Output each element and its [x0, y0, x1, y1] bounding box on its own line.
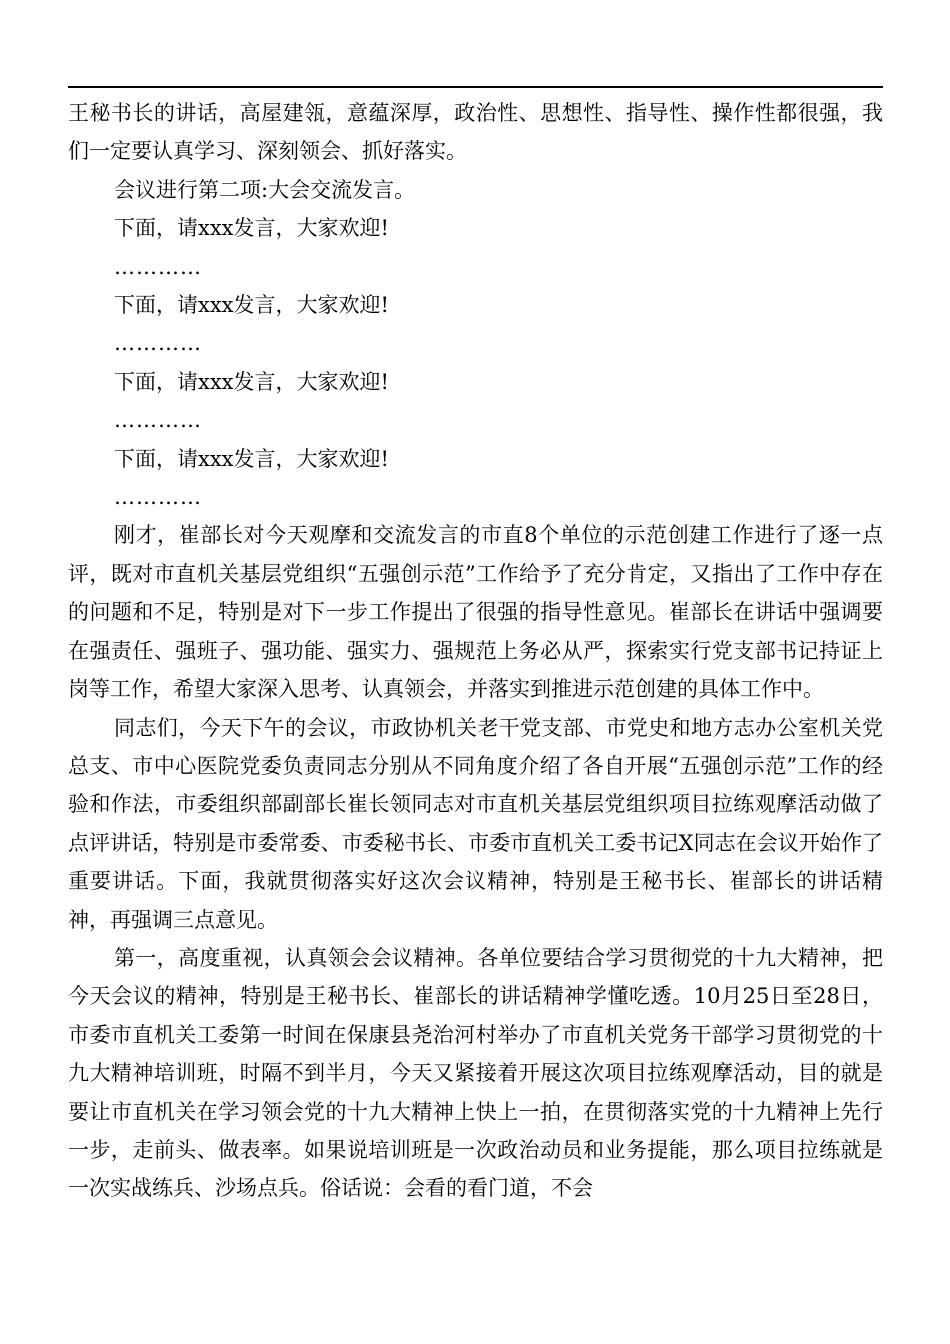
paragraph-speaker-invite-3: 下面，请xxx发言，大家欢迎! [114, 369, 389, 394]
paragraph-agenda-item-two: 会议进行第二项:大会交流发言。 [114, 177, 416, 202]
ellipsis-line-1: ………… [114, 254, 202, 279]
ellipsis-line-4: ………… [114, 485, 202, 510]
paragraph-point-one: 第一，高度重视，认真领会会议精神。各单位要结合学习贯彻党的十九大精神，把今天会议的精神，特别是王秘书长、崔部长的讲话精神学懂吃透。10月25日至28日，市委市直机关工委第一时间在保康县尧治河村举办了市直机关党务干部学习贯彻党的十九大精神培训班，时隔不到半月，今天又紧接着开展这次项目拉练观摩活动，目的就是要让市直机关在学习领会党的十九大精神上快上一拍，在贯彻落实党的十九精神上先行一步，走前头、做表率。如果说培训班是一次政治动员和业务提能，那么项目拉练就是一次实战练兵、沙场点兵。俗话说：会看的看门道，不会 [68, 945, 883, 1201]
paragraph-speaker-invite-1: 下面，请xxx发言，大家欢迎! [114, 216, 389, 241]
ellipsis-line-3: ………… [114, 408, 202, 433]
paragraph-speaker-invite-2: 下面，请xxx发言，大家欢迎! [114, 293, 389, 318]
ellipsis-line-2: ………… [114, 331, 202, 356]
header-rule [68, 86, 883, 88]
paragraph-speaker-invite-4: 下面，请xxx发言，大家欢迎! [114, 446, 389, 471]
paragraph-cui-review: 刚才，崔部长对今天观摩和交流发言的市直8个单位的示范创建工作进行了逐一点评，既对市直机关基层党组织“五强创示范”工作给予了充分肯定，又指出了工作中存在的问题和不足，特别是对下一步工作提出了很强的指导性意见。崔部长在讲话中强调要在强责任、强班子、强功能、强实力、强规范上务必从严，探索实行党支部书记持证上岗等工作，希望大家深入思考、认真领会，并落实到推进示范创建的具体工作中。 [68, 523, 883, 702]
paragraph-comrades-summary: 同志们，今天下午的会议，市政协机关老干党支部、市党史和地方志办公室机关党总支、市中心医院党委负责同志分别从不同角度介绍了各自开展“五强创示范”工作的经验和作法，市委组织部副部长崔长领同志对市直机关基层党组织项目拉练观摩活动做了点评讲话，特别是市委常委、市委秘书长、市委市直机关工委书记X同志在会议开始作了重要讲话。下面，我就贯彻落实好这次会议精神，特别是王秘书长、崔部长的讲话精神，再强调三点意见。 [68, 715, 883, 932]
document-body [68, 94, 883, 1208]
paragraph-opening-continuation: 王秘书长的讲话，高屋建瓴，意蕴深厚，政治性、思想性、指导性、操作性都很强，我们一定要认真学习、深刻领会、抓好落实。 [68, 101, 883, 164]
